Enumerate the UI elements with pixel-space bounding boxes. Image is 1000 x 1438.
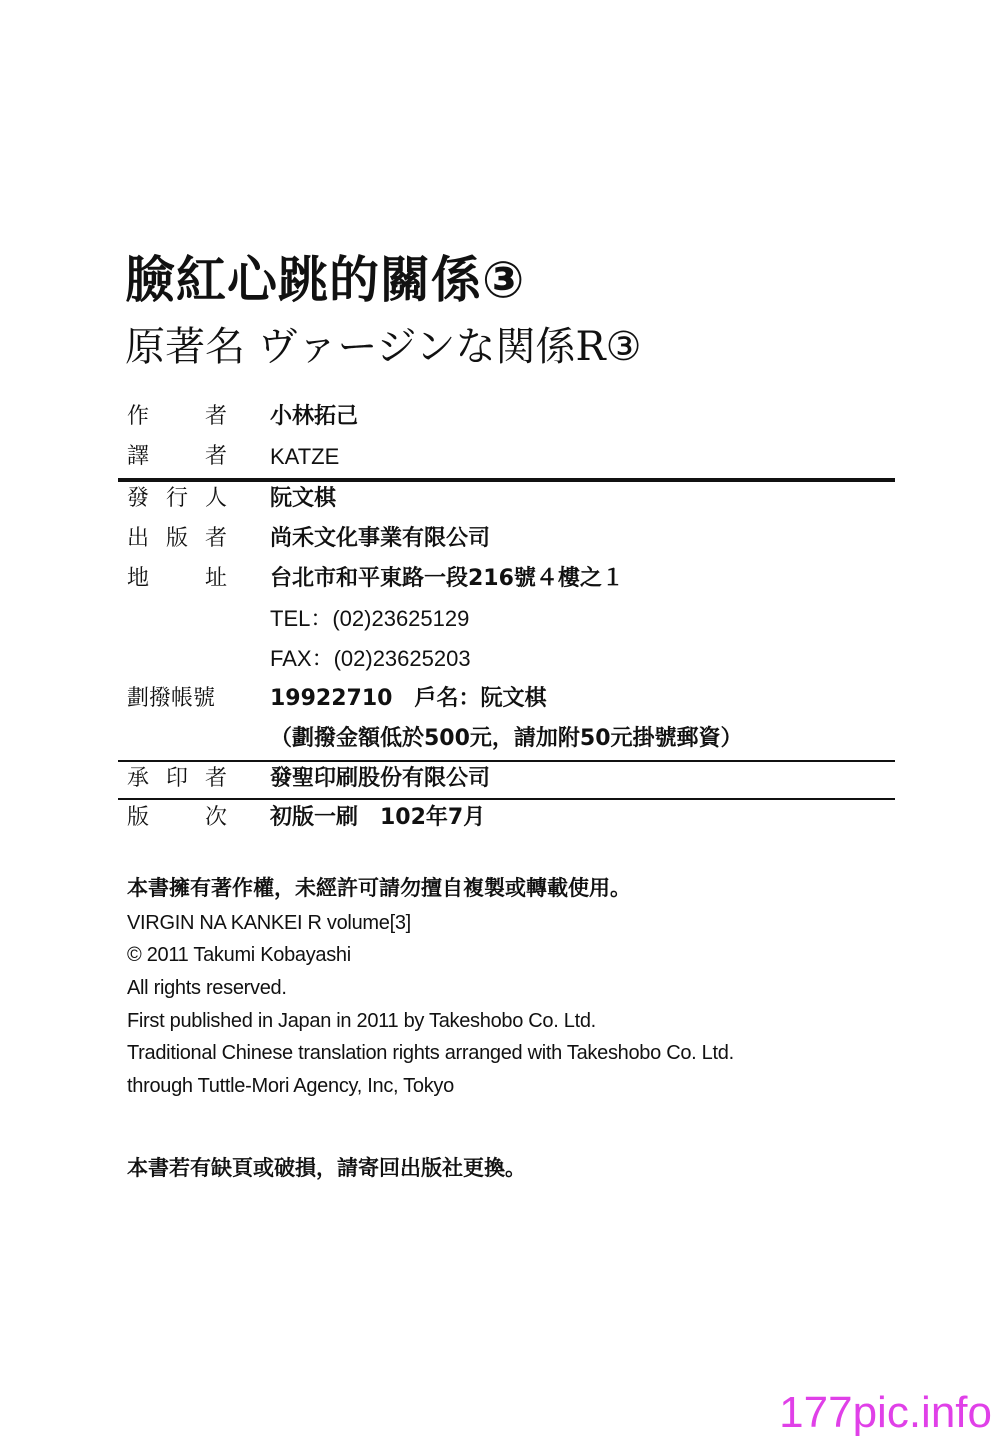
credit-row-address [127,559,897,599]
credit-label: 譯 者 [127,444,227,469]
original-title: 原著名 ヴァージンな関係R③ [125,324,642,370]
fax: FAX：(02)23625203 [270,646,471,671]
book-title: 臉紅心跳的關係③ [125,251,526,309]
credit-label: 發 行 人 [127,486,227,511]
credit-label: 劃撥帳號 [127,686,216,711]
english-line: VIRGIN NA KANKEI R volume[3] [127,912,411,934]
credit-row-fax [127,639,897,679]
translator-name: KATZE [270,444,340,469]
english-line: First published in Japan in 2011 by Takeshobo Co. Ltd. [127,1010,596,1032]
credit-row-postal-note [127,719,897,759]
english-line: All rights reserved. [127,977,287,999]
credit-row-tel [127,599,897,639]
address: 台北市和平東路一段216號４樓之１ [270,566,624,591]
credit-row-publisher [127,519,897,559]
credit-row-publisher-person [127,479,897,519]
credit-row-edition [127,798,897,838]
credit-row-printer [127,759,897,799]
telephone: TEL：(02)23625129 [270,606,470,631]
printer-name: 發聖印刷股份有限公司 [270,766,491,791]
credit-row-translator [127,437,897,477]
postal-account: 19922710 戶名：阮文棋 [270,686,547,711]
damage-notice: 本書若有缺頁或破損，請寄回出版社更換。 [127,1156,526,1180]
copyright-notice: 本書擁有著作權，未經許可請勿擅自複製或轉載使用。 [127,876,631,900]
credit-label: 作 者 [127,404,227,429]
credit-label: 出 版 者 [127,526,227,551]
credit-label: 承 印 者 [127,766,227,791]
english-line: through Tuttle-Mori Agency, Inc, Tokyo [127,1075,454,1097]
watermark: 177pic.info [779,1388,992,1437]
credit-label: 版 次 [127,805,227,830]
credit-row-author [127,397,897,437]
author-name: 小林拓己 [270,404,359,429]
credit-row-postal-account [127,679,897,719]
credit-label: 地 址 [127,566,227,591]
publisher-name: 尚禾文化事業有限公司 [270,526,491,551]
postal-note: （劃撥金額低於500元，請加附50元掛號郵資） [270,726,743,751]
publisher-person: 阮文棋 [270,486,337,511]
english-line: © 2011 Takumi Kobayashi [127,944,351,966]
english-line: Traditional Chinese translation rights arranged with Takeshobo Co. Ltd. [127,1042,734,1064]
edition: 初版一刷 102年7月 [270,805,486,830]
